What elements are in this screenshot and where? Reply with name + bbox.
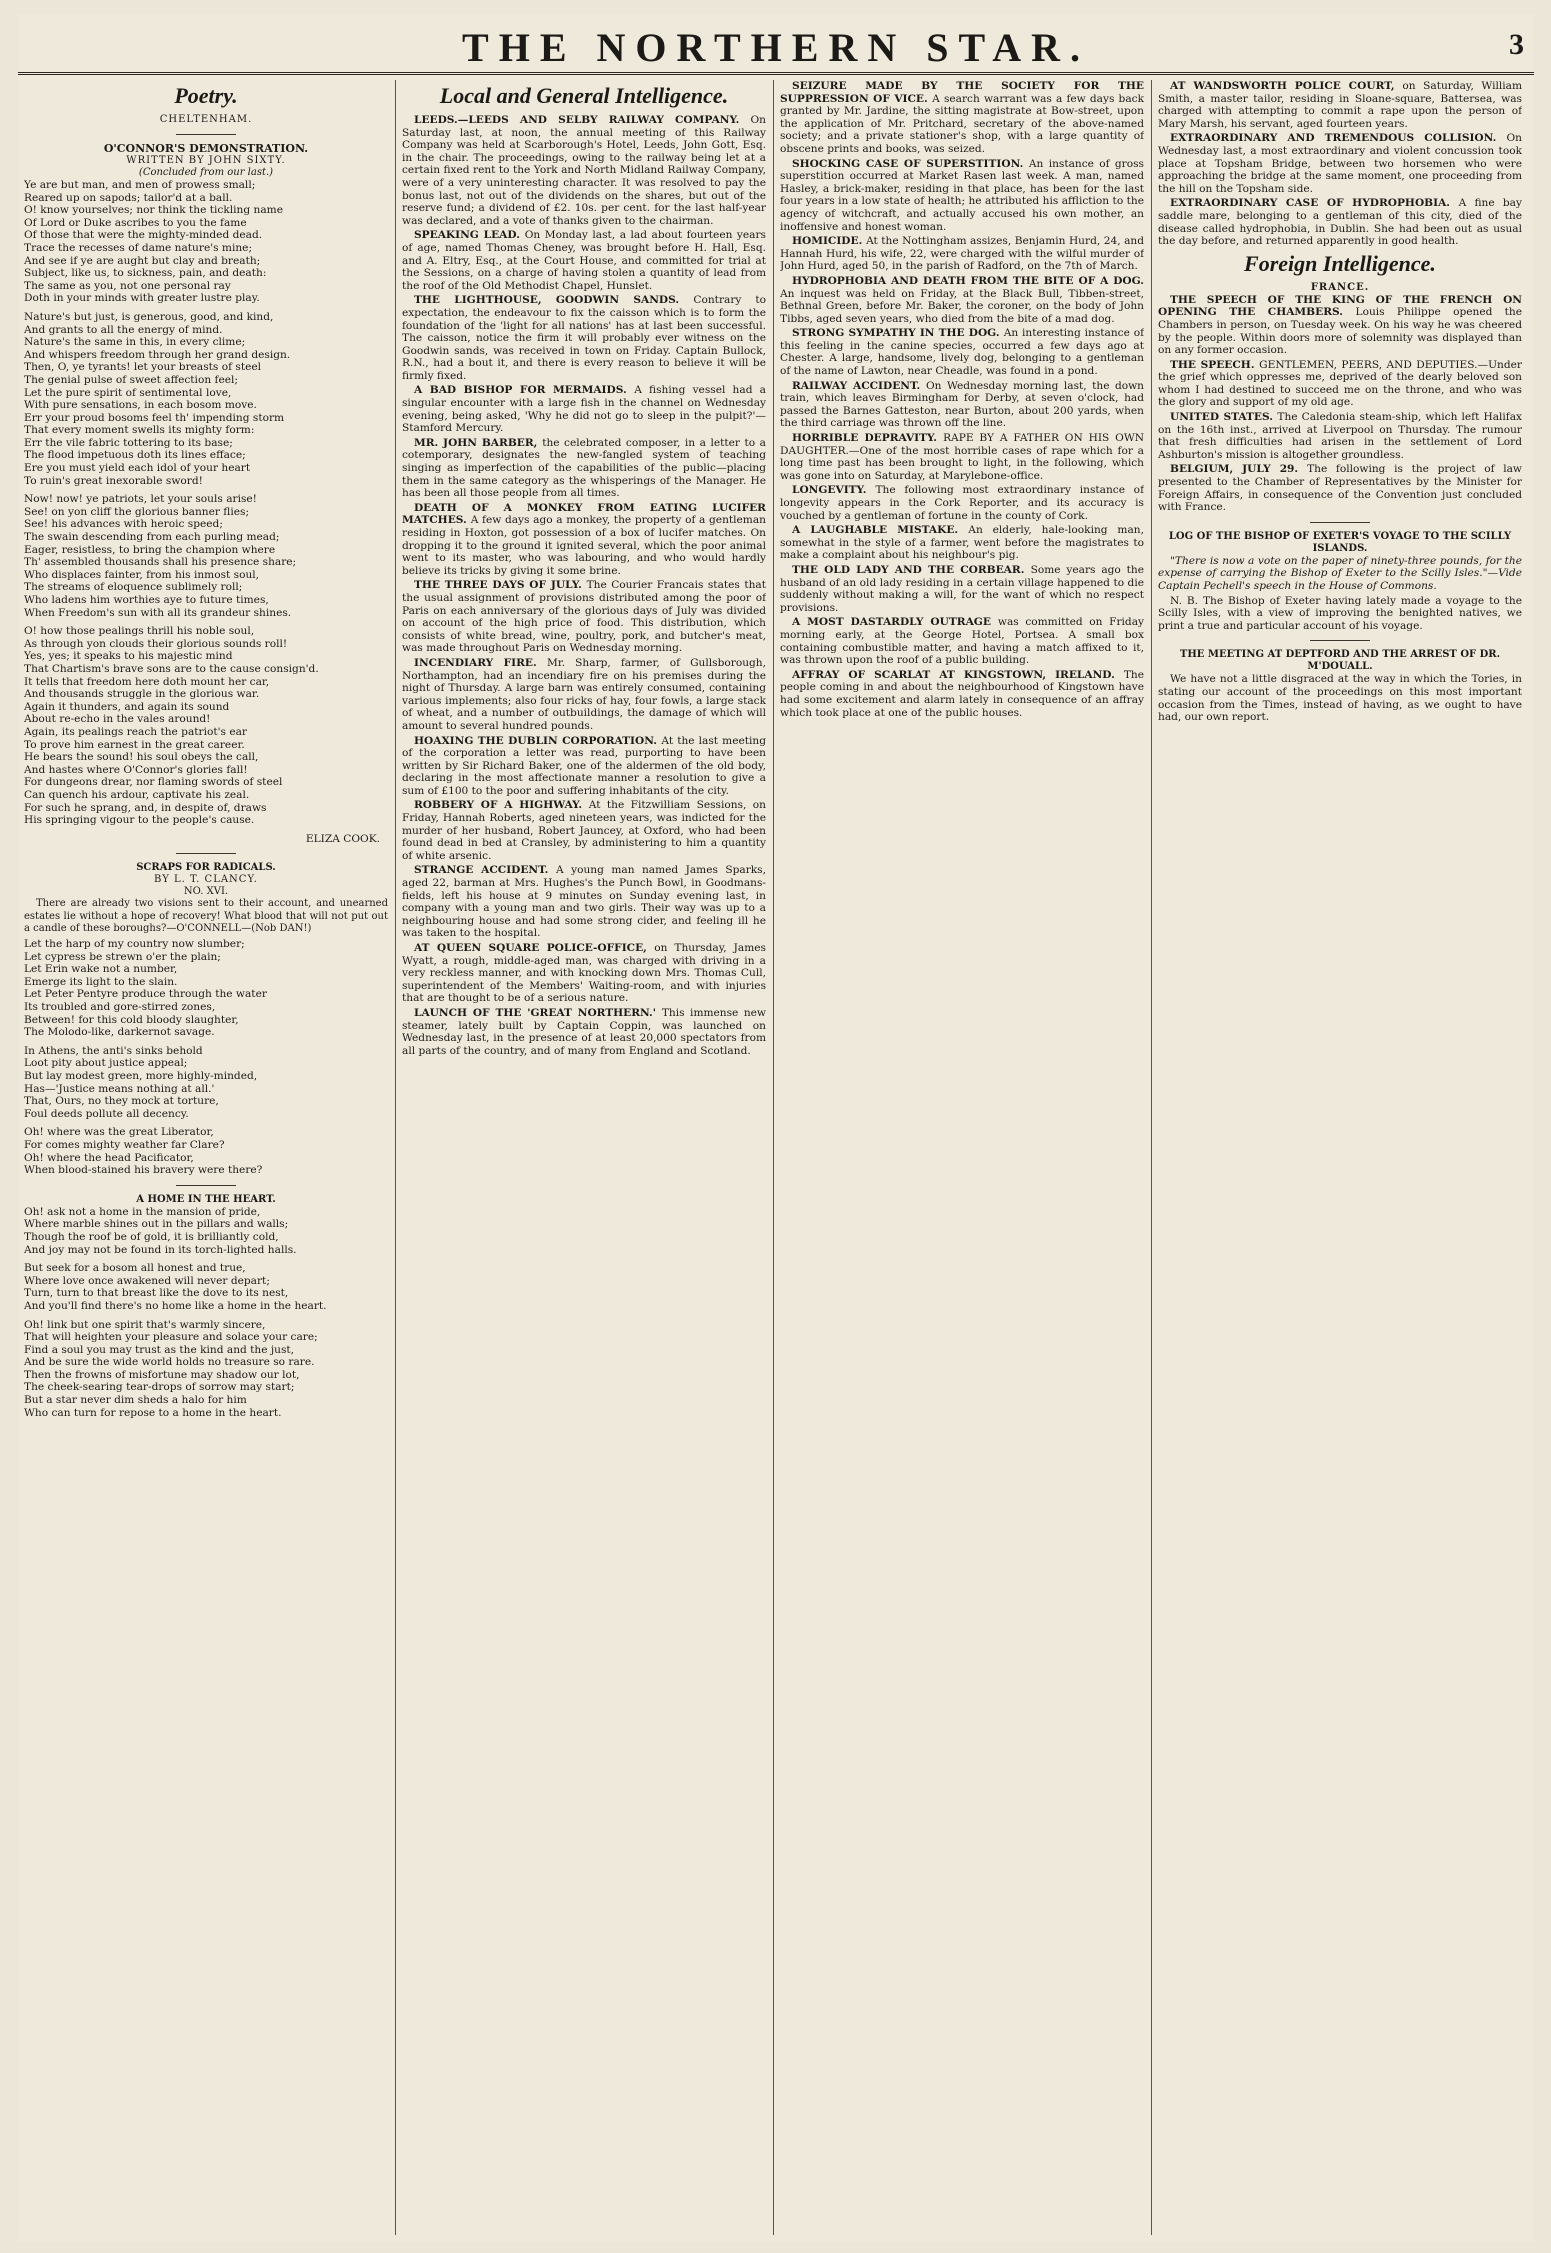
verse-line: Oh! where was the great Liberator, bbox=[24, 1126, 214, 1139]
article bbox=[780, 484, 1144, 522]
article-lead: BELGIUM, JULY 29. bbox=[1170, 463, 1308, 476]
newspaper-title: THE NORTHERN STAR. bbox=[462, 25, 1090, 70]
verse-line: See! on yon cliff the glorious banner flies; bbox=[24, 505, 250, 518]
verse-line: Where love once awakened will never depart; bbox=[24, 1274, 270, 1287]
verse-line: Let Peter Pentyre produce through the water bbox=[24, 988, 267, 1001]
column-news bbox=[780, 80, 1144, 2235]
verse-line: Eager, resistless, to bring the champion where bbox=[24, 543, 276, 556]
article-lead: A MOST DASTARDLY OUTRAGE bbox=[792, 616, 998, 629]
scraps-stanza bbox=[24, 1126, 388, 1176]
article-lead: INCENDIARY FIRE. bbox=[414, 656, 548, 669]
column-local-intelligence bbox=[402, 80, 766, 2235]
verse-line: O! know yourselves; nor think the tickling name bbox=[24, 204, 283, 217]
local-articles bbox=[402, 114, 766, 1057]
poem1-body bbox=[24, 179, 388, 827]
verse-line: Subject, like us, to sickness, pain, and death: bbox=[24, 267, 267, 280]
verse-line: Err your proud bosoms feel th' impending storm bbox=[24, 411, 285, 424]
verse-line: It tells that freedom here doth mount her car, bbox=[24, 675, 270, 688]
article-lead: LAUNCH OF THE 'GREAT NORTHERN.' bbox=[414, 1006, 662, 1019]
verse-line: Let the harp of my country now slumber; bbox=[24, 938, 245, 951]
article bbox=[780, 432, 1144, 482]
verse-line: Who displaces fainter, from his inmost soul, bbox=[24, 568, 260, 581]
verse-line: And grants to all the energy of mind. bbox=[24, 323, 223, 336]
meeting-text: We have not a little disgraced at the way in which the Tories, in stating our account of the proceedings on this most important occasion from the Times, instead of having, as we ought to have had, our own report. bbox=[1158, 673, 1522, 724]
verse-line: See! his advances with heroic speed; bbox=[24, 518, 223, 531]
article-lead: THE THREE DAYS OF JULY. bbox=[414, 579, 587, 592]
article-text: Some years ago the husband of an old lady residing in a certain village happened to die suddenly without making a will, for the want of which no respect provisions. bbox=[780, 563, 1144, 614]
article-text: An interesting instance of this feeling in the canine species, occurred a few days ago at Chester. A large, handsome, lively dog, belonging to a gentleman of the name of Lawton, near Cheadle, was found in a pond. bbox=[780, 327, 1144, 378]
article-lead: DEATH OF A MONKEY FROM EATING LUCIFER MATCHES. bbox=[402, 501, 766, 527]
article-text: Louis Philippe opened the Chambers in person, on Tuesday week. On his way he was cheered by the people. Within doors more of solemnity was displayed than on any former occasion. bbox=[1158, 306, 1522, 357]
local-heading: Local and General Intelligence. bbox=[439, 83, 729, 108]
verse-line: Can quench his ardour, captivate his zeal. bbox=[24, 788, 250, 801]
article-lead: SPEAKING LEAD. bbox=[414, 229, 525, 242]
article-text: was committed on Friday morning early, at the George Hotel, Portsea. A small box containing combustible matter, and having a match affixed to it, was thrown upon the roof of a public building. bbox=[780, 616, 1144, 667]
article bbox=[402, 502, 766, 578]
verse-line: He bears the sound! his soul obeys the call, bbox=[24, 751, 259, 764]
verse-line: When Freedom's sun with all its grandeur shines. bbox=[24, 606, 292, 619]
verse-line: But a star never dim sheds a halo for him bbox=[24, 1394, 247, 1407]
divider bbox=[176, 853, 236, 854]
article bbox=[780, 524, 1144, 562]
article bbox=[780, 327, 1144, 377]
article-text: A fishing vessel had a singular encounter with a large fish in the channel on Wednesday evening, being asked, 'Why he did not go to sleep in the pulpit?'—Stamford Mercury. bbox=[402, 384, 766, 435]
verse-line: Its troubled and gore-stirred zones, bbox=[24, 1001, 216, 1014]
verse-line: Oh! link but one spirit that's warmly sincere, bbox=[24, 1318, 266, 1331]
verse-line: Err the vile fabric tottering to its base; bbox=[24, 436, 233, 449]
article bbox=[780, 616, 1144, 666]
poetry-heading: Poetry. bbox=[174, 83, 238, 108]
article bbox=[780, 80, 1144, 156]
article-text: At the Fitzwilliam Sessions, on Friday, Hannah Roberts, aged nineteen years, was indicted for the murder of her husband, Robert Jauncey, at Oxford, who had been found dead in bed at Cransley, by administering to him a quantity of white arsenic. bbox=[402, 799, 766, 862]
scraps-number: NO. XVI. bbox=[183, 886, 229, 898]
verse-line: Again it thunders, and again its sound bbox=[24, 700, 230, 713]
verse-line: The Molodo-like, darkernot savage. bbox=[24, 1026, 215, 1039]
verse-line: Oh! ask not a home in the mansion of pride, bbox=[24, 1205, 261, 1218]
article-text: A few days ago a monkey, the property of a gentleman residing in Hoxton, got possession of a box of lucifer matches. On dropping it to the ground it ignited several, which the poor animal went to its master, who was labouring, and who would hardly believe its tricks by giving it some brine. bbox=[402, 514, 766, 577]
verse-line: Foul deeds pollute all decency. bbox=[24, 1107, 189, 1120]
article-text: The following most extraordinary instance of longevity appears in the Cork Reporter, and its accuracy is vouched by a gentleman of fortune in the county of Cork. bbox=[780, 484, 1144, 522]
article-lead: SHOCKING CASE OF SUPERSTITION. bbox=[792, 157, 1029, 170]
article-text: An elderly, hale-looking man, somewhat in the style of a farmer, went before the magistrates to make a complaint about his neighbour's pig. bbox=[780, 524, 1144, 562]
article bbox=[402, 1007, 766, 1057]
article bbox=[402, 114, 766, 227]
poem2-stanza bbox=[24, 1206, 388, 1256]
verse-line: Who ladens him worthies aye to future times, bbox=[24, 594, 269, 606]
poem2-body bbox=[24, 1206, 388, 1420]
divider bbox=[176, 1185, 236, 1186]
verse-line: And you'll find there's no home like a home in the heart. bbox=[24, 1299, 327, 1312]
article-text: the celebrated composer, in a letter to a cotemporary, designates the new-fangled system of teaching singing as imperfection of the capabilities of the public—placing them in the same category as the whisperings of the Manager. He has been all those people from all times. bbox=[402, 436, 766, 500]
poem1-title: O'CONNOR'S DEMONSTRATION. bbox=[103, 142, 309, 155]
col4-articles bbox=[1158, 80, 1522, 248]
verse-line: The swain descending from each purling mead; bbox=[24, 531, 280, 544]
article bbox=[402, 735, 766, 798]
article-lead: LEEDS.—LEEDS AND SELBY RAILWAY COMPANY. bbox=[414, 114, 751, 126]
verse-line: Of those that were the mighty-minded dead. bbox=[24, 229, 263, 242]
article bbox=[780, 380, 1144, 430]
column-rule bbox=[773, 80, 774, 2235]
verse-line: That, Ours, no they mock at torture, bbox=[24, 1095, 219, 1108]
article-text: GENTLEMEN, PEERS, AND DEPUTIES.—Under the grief which oppresses me, deprived of the dearly beloved son whom I had destined to succeed me on the throne, and who was the glory and support of my old age. bbox=[1158, 358, 1522, 409]
article bbox=[1158, 463, 1522, 513]
article-text: On Wednesday morning last, the down train, which leaves Birmingham for Derby, at seven o'clock, had passed the Barnes Gatteston, near Burton, about 200 yards, when the third carriage was thrown off the line. bbox=[780, 379, 1144, 430]
verse-line: That every moment swells its mighty form: bbox=[24, 424, 255, 437]
article bbox=[402, 437, 766, 500]
article-text: The people coming in and about the neighbourhood of Kingstown have had some excitement and alarm lately in consequence of an affray which took place at one of the public houses. bbox=[780, 668, 1144, 719]
foreign-articles bbox=[1158, 294, 1522, 514]
article-lead: HORRIBLE DEPRAVITY. bbox=[792, 432, 944, 445]
verse-line: Yes, yes; it speaks to his majestic mind bbox=[24, 650, 233, 663]
article-text: The Courier Francais states that the usual assignment of provisions distributed among the poor of Paris on each anniversary of the glorious days of July was divided on account of the high price of food. This distribution, which consists of white bread, wine, poultry, pork, and butcher's meat, was made throughout Paris on Wednesday morning. bbox=[402, 579, 766, 655]
poetry-place: CHELTENHAM. bbox=[159, 114, 253, 125]
verse-line: Let Erin wake not a number, bbox=[24, 963, 178, 976]
scraps-stanza bbox=[24, 1045, 388, 1121]
verse-line: As through yon clouds their glorious sounds roll! bbox=[24, 637, 288, 650]
foreign-heading: Foreign Intelligence. bbox=[1244, 250, 1436, 276]
article-text: This immense new steamer, lately built by Captain Coppin, was launched on Wednesday last, in the presence of at least 20,000 spectators from all parts of the country, and of many from England and Scotland. bbox=[402, 1006, 766, 1057]
poem1-stanza bbox=[24, 179, 388, 305]
verse-line: Where marble shines out in the pillars and walls; bbox=[24, 1218, 289, 1231]
verse-line: For comes mighty weather far Clare? bbox=[24, 1138, 225, 1151]
verse-line: And be sure the wide world holds no treasure so rare. bbox=[24, 1356, 315, 1369]
scraps-stanza bbox=[24, 938, 388, 1039]
verse-line: The streams of eloquence sublimely roll; bbox=[24, 581, 243, 594]
verse-line: Doth in your minds with greater lustre play. bbox=[24, 292, 260, 305]
article-text: Contrary to expectation, the endeavour to fix the caisson which is to form the foundation of the 'light for all nations' has at last been successful. The caisson, notice the firm it will probably ever witness on the Goodwin sands, was received in town on Friday. Captain Bullock, R.N., had a bout it, and there is every reason to believe it will be firmly fixed. bbox=[402, 294, 766, 382]
article bbox=[1158, 80, 1522, 130]
article bbox=[780, 275, 1144, 325]
verse-line: Nature's but just, is generous, good, and kind, bbox=[24, 310, 274, 323]
article-text: An inquest was held on Friday, at the Black Bull, Tibben-street, Bethnal Green, before Mr. Baker, the coroner, on the body of John Tibbs, aged seven years, who died from the bite of a mad dog. bbox=[780, 287, 1144, 325]
verse-line: Reared up on sapods; tailor'd at a ball. bbox=[24, 191, 233, 204]
page-number: 3 bbox=[1509, 28, 1524, 61]
article-text: The following is the project of law presented to the Chamber of Representatives by the Minister for Foreign Affairs, in consequence of the Convention just concluded with France. bbox=[1158, 463, 1522, 514]
article bbox=[402, 579, 766, 655]
verse-line: That will heighten your pleasure and solace your care; bbox=[24, 1331, 318, 1344]
article-lead: SEIZURE MADE BY THE SOCIETY FOR THE SUPPRESSION OF VICE. bbox=[780, 80, 1144, 105]
poem1-signature: ELIZA COOK. bbox=[305, 832, 380, 845]
col3-articles bbox=[780, 80, 1144, 719]
verse-line: Though the roof be of gold, it is brilliantly cold, bbox=[24, 1230, 279, 1243]
verse-line: Has—'Justice means nothing at all.' bbox=[24, 1082, 215, 1095]
poem1-stanza bbox=[24, 625, 388, 827]
scraps-title: SCRAPS FOR RADICALS. bbox=[136, 862, 276, 874]
verse-line: That Chartism's brave sons are to the cause consign'd. bbox=[24, 662, 319, 675]
verse-line: Nature's the same in this, in every clime; bbox=[24, 336, 246, 349]
article-lead: AT WANDSWORTH POLICE COURT, bbox=[1170, 80, 1403, 92]
article-lead: THE SPEECH. bbox=[1170, 358, 1260, 371]
poem1-note: (Concluded from our last.) bbox=[138, 167, 274, 178]
verse-line: But lay modest green, more highly-minded, bbox=[24, 1070, 258, 1082]
columns bbox=[18, 80, 1534, 2235]
column-poetry bbox=[24, 80, 388, 2235]
article-lead: HYDROPHOBIA AND DEATH FROM THE BITE OF A DOG. bbox=[792, 274, 1144, 287]
verse-line: Find a soul you may trust as the kind and the just, bbox=[24, 1343, 295, 1356]
article bbox=[780, 235, 1144, 273]
verse-line: Ye are but man, and men of prowess small; bbox=[24, 179, 256, 191]
article-text: At the Nottingham assizes, Benjamin Hurd, 24, and Hannah Hurd, his wife, 22, were charged with the wilful murder of John Hurd, aged 50, in the parish of Radford, on the 7th of March. bbox=[780, 235, 1144, 273]
masthead bbox=[18, 14, 1534, 75]
article bbox=[1158, 359, 1522, 409]
verse-line: In Athens, the anti's sinks behold bbox=[24, 1044, 203, 1057]
verse-line: His springing vigour to the people's cause. bbox=[24, 814, 255, 827]
divider bbox=[176, 134, 236, 135]
verse-line: Who can turn for repose to a home in the heart. bbox=[24, 1406, 282, 1419]
verse-line: Emerge its light to the slain. bbox=[24, 975, 178, 988]
article bbox=[402, 294, 766, 382]
verse-line: Th' assembled thousands shall his presence share; bbox=[24, 556, 297, 569]
article bbox=[402, 864, 766, 940]
article-lead: THE LIGHTHOUSE, GOODWIN SANDS. bbox=[414, 294, 694, 307]
column-rule bbox=[395, 80, 396, 2235]
verse-line: And hastes where O'Connor's glories fall! bbox=[24, 763, 248, 776]
poem1-stanza bbox=[24, 493, 388, 619]
article-lead: THE OLD LADY AND THE CORBEAR. bbox=[792, 563, 1031, 576]
verse-line: Let the pure spirit of sentimental love, bbox=[24, 386, 232, 399]
article-lead: AFFRAY OF SCARLAT AT KINGSTOWN, IRELAND. bbox=[792, 668, 1124, 681]
poem2-title: A HOME IN THE HEART. bbox=[136, 1193, 276, 1205]
verse-line: For dungeons drear, nor flaming swords of steel bbox=[24, 776, 283, 789]
article-lead: ROBBERY OF A HIGHWAY. bbox=[414, 799, 589, 812]
article-lead: EXTRAORDINARY AND TREMENDOUS COLLISION. bbox=[1170, 132, 1507, 145]
verse-line: Between! for this cold bloody slaughter, bbox=[24, 1013, 239, 1026]
verse-line: The cheek-searing tear-drops of sorrow may start; bbox=[24, 1381, 295, 1394]
article-lead: THE SPEECH OF THE KING OF THE FRENCH ON OPENING THE CHAMBERS. bbox=[1158, 293, 1522, 319]
verse-line: O! how those pealings thrill his noble soul, bbox=[24, 625, 255, 638]
poem2-stanza bbox=[24, 1262, 388, 1312]
log-intro: "There is now a vote on the paper of ninety-three pounds, for the expense of carrying the Bishop of Exeter to the Scilly Isles."—Vide Captain Pechell's speech in the House of Commons. bbox=[1158, 554, 1522, 592]
verse-line: The same as you, not one personal ray bbox=[24, 279, 231, 292]
verse-line: And see if ye are aught but clay and breath; bbox=[24, 254, 261, 267]
article-text: On Wednesday last, a most extraordinary and violent concussion took place at Topsham Bridge, between two horsemen who were approaching the bridge at the same moment, one proceeding from the hill on the Topsham side. bbox=[1158, 132, 1522, 195]
verse-line: Then, O, ye tyrants! let your breasts of steel bbox=[24, 361, 262, 374]
article-lead: AT QUEEN SQUARE POLICE-OFFICE, bbox=[414, 942, 655, 954]
verse-line: But seek for a bosom all honest and true, bbox=[24, 1262, 246, 1275]
verse-line: Again, its pealings reach the patriot's ear bbox=[24, 725, 247, 738]
article-lead: LONGEVITY. bbox=[792, 484, 876, 497]
article-text: A fine bay saddle mare, belonging to a gentleman of this city, died of the disease called hydrophobia, in Dublin. She had been out as usual the day before, and returned apparently in good health. bbox=[1158, 197, 1522, 248]
france-heading: FRANCE. bbox=[1310, 281, 1370, 293]
column-foreign bbox=[1158, 80, 1522, 2235]
log-text: N. B. The Bishop of Exeter having lately made a voyage to the Scilly Isles, with a view of improving the benighted natives, we print a true and particular account of his voyage. bbox=[1158, 594, 1522, 632]
article-lead: MR. JOHN BARBER, bbox=[414, 436, 543, 449]
verse-line: With pure sensations, in each bosom move. bbox=[24, 399, 257, 412]
scraps-body bbox=[24, 938, 388, 1177]
verse-line: Trace the recesses of dame nature's mine; bbox=[24, 241, 253, 254]
article-text: On Saturday last, at noon, the annual meeting of this Railway Company was held at Scarborough's Hotel, Leeds, John Gott, Esq. in the chair. The proceedings, owing to the railway being let at a certain fixed rent to the York and North Midland Railway Company, were of a very uninteresting character. It was resolved to pay the bonus last, not out of the dividends on the shares, but out of the reserve fund; a dividend of £2. 10s. per cent. for the last half-year was declared, and a vote of thanks given to the chairman. bbox=[402, 114, 766, 227]
article bbox=[1158, 411, 1522, 461]
article bbox=[780, 669, 1144, 719]
article bbox=[402, 942, 766, 1005]
verse-line: And thousands struggle in the glorious war. bbox=[24, 688, 260, 701]
article-lead: EXTRAORDINARY CASE OF HYDROPHOBIA. bbox=[1170, 197, 1459, 210]
verse-line: Of Lord or Duke ascribes to you the fame bbox=[24, 216, 247, 229]
newspaper-page bbox=[18, 14, 1534, 2242]
column-rule bbox=[1151, 80, 1152, 2235]
article bbox=[1158, 132, 1522, 195]
poem2-stanza bbox=[24, 1319, 388, 1420]
article-text: A search warrant was a few days back granted by Mr. Jardine, the sitting magistrate at Bow-street, upon the application of Mr. Pritchard, secretary of the above-named society; and a private stationer's shop, with a large quantity of obscene prints and books, was seized. bbox=[780, 92, 1144, 155]
article-text: On Monday last, a lad about fourteen years of age, named Thomas Cheney, was brought before H. Hall, Esq. and A. Eltry, Esq., at the Court House, and committed for trial at the Sessions, on a charge of having stolen a quantity of lead from the roof of the Old Methodist Chapel, Hunslet. bbox=[402, 229, 766, 292]
article-text: An instance of gross superstition occurred at Market Rasen last week. A man, named Hasley, a brick-maker, residing in that place, has been for the last four years in a low state of health; he attributed his affliction to the agency of witchcraft, and actually accused his own mother, an inoffensive and honest woman. bbox=[780, 157, 1144, 233]
verse-line: Loot pity about justice appeal; bbox=[24, 1057, 188, 1070]
article-lead: A LAUGHABLE MISTAKE. bbox=[792, 524, 969, 537]
verse-line: And whispers freedom through her grand design. bbox=[24, 348, 291, 361]
verse-line: And joy may not be found in its torch-lighted halls. bbox=[24, 1243, 297, 1256]
verse-line: Turn, turn to that breast like the dove to its nest, bbox=[24, 1287, 289, 1300]
article-text: on Saturday, William Smith, a master tailor, residing in Sloane-square, Battersea, was charged with attempting to commit a rape upon the person of Mary Marsh, his servant, aged fourteen years. bbox=[1158, 80, 1522, 130]
article-text: The Caledonia steam-ship, which left Halifax on the 16th inst., arrived at Liverpool on Thursday. The rumour that fresh difficulties had arisen in the settlement of Lord Ashburton's mission is altogether groundless. bbox=[1158, 411, 1522, 461]
article-text: A young man named James Sparks, aged 22, barman at Mrs. Hughes's the Punch Bowl, in Goodmans-fields, left his house at 9 minutes on Sunday evening last, in company with a young man and two girls. Their way was up to a neighbouring house and had some strong cider, and feeling ill he was taken to the hospital. bbox=[402, 864, 766, 940]
article-lead: HOMICIDE. bbox=[792, 235, 867, 248]
meeting-title: THE MEETING AT DEPTFORD AND THE ARREST OF DR. M'DOUALL. bbox=[1179, 649, 1501, 673]
verse-line: Now! now! ye patriots, let your souls arise! bbox=[24, 493, 257, 506]
article bbox=[402, 799, 766, 862]
article bbox=[402, 657, 766, 733]
verse-line: Let cypress be strewn o'er the plain; bbox=[24, 950, 221, 963]
article-text: RAPE BY A FATHER ON HIS OWN DAUGHTER.—One of the most horrible cases of rape which for a long time past has been brought to light, in the following, which was gone into on Saturday, at Marylebone-office. bbox=[780, 432, 1144, 482]
article bbox=[402, 384, 766, 434]
article-lead: RAILWAY ACCIDENT. bbox=[792, 379, 926, 392]
verse-line: About re-echo in the vales around! bbox=[24, 713, 211, 726]
log-title: LOG OF THE BISHOP OF EXETER'S VOYAGE TO THE SCILLY ISLANDS. bbox=[1168, 530, 1512, 554]
scraps-byline: BY L. T. CLANCY. bbox=[154, 874, 258, 886]
article-lead: HOAXING THE DUBLIN CORPORATION. bbox=[414, 734, 662, 747]
poem1-stanza bbox=[24, 311, 388, 487]
article-lead: UNITED STATES. bbox=[1170, 411, 1278, 424]
article bbox=[780, 564, 1144, 614]
divider bbox=[1310, 522, 1370, 523]
verse-line: The flood impetuous doth its lines efface; bbox=[24, 449, 246, 462]
article bbox=[1158, 197, 1522, 247]
verse-line: The genial pulse of sweet affection feel; bbox=[24, 373, 238, 386]
article-lead: A BAD BISHOP FOR MERMAIDS. bbox=[414, 384, 635, 397]
article-text: on Thursday, James Wyatt, a rough, middle-aged man, was charged with driving in a very reckless manner, and with knocking down Mrs. Thomas Cull, superintendent of the Members' Waiting-room, and with injuries that are thought to be of a serious nature. bbox=[402, 942, 766, 1005]
scraps-intro: There are already two visions sent to their account, and unearned estates lie without a hope of recovery! What blood that will not put out a candle of these boroughs?—O'CONNELL—(Nob DAN!) bbox=[24, 898, 388, 935]
verse-line: Ere you must yield each idol of your heart bbox=[24, 462, 251, 475]
verse-line: When blood-stained his bravery were there? bbox=[24, 1164, 263, 1177]
article-text: At the last meeting of the corporation a letter was read, purporting to have been written by Sir Richard Baker, one of the aldermen of the old body, declaring in the most affectionate manner a resolution to give a sum of £100 to the poor and suffering inhabitants of the city. bbox=[402, 734, 766, 797]
verse-line: For such he sprang, and, in despite of, draws bbox=[24, 801, 267, 814]
article bbox=[780, 158, 1144, 234]
article-lead: STRANGE ACCIDENT. bbox=[414, 864, 557, 877]
verse-line: Oh! where the head Pacificator, bbox=[24, 1151, 194, 1164]
poem1-byline: WRITTEN BY JOHN SIXTY. bbox=[126, 155, 286, 166]
verse-line: Then the frowns of misfortune may shadow our lot, bbox=[24, 1368, 300, 1381]
article-text: Mr. Sharp, farmer, of Gullsborough, Northampton, had an incendiary fire on his premises during the night of Thursday. A large barn was entirely consumed, containing various implements; also four ricks of hay, four fowls, a large stack of wheat, and a number of outbuildings, the damage of which will amount to several hundred pounds. bbox=[402, 656, 766, 732]
verse-line: To ruin's great inexorable sword! bbox=[24, 474, 203, 487]
article bbox=[1158, 294, 1522, 357]
article bbox=[402, 229, 766, 292]
article-lead: STRONG SYMPATHY IN THE DOG. bbox=[792, 327, 1004, 340]
divider bbox=[1310, 640, 1370, 641]
verse-line: To prove him earnest in the great career. bbox=[24, 738, 245, 751]
